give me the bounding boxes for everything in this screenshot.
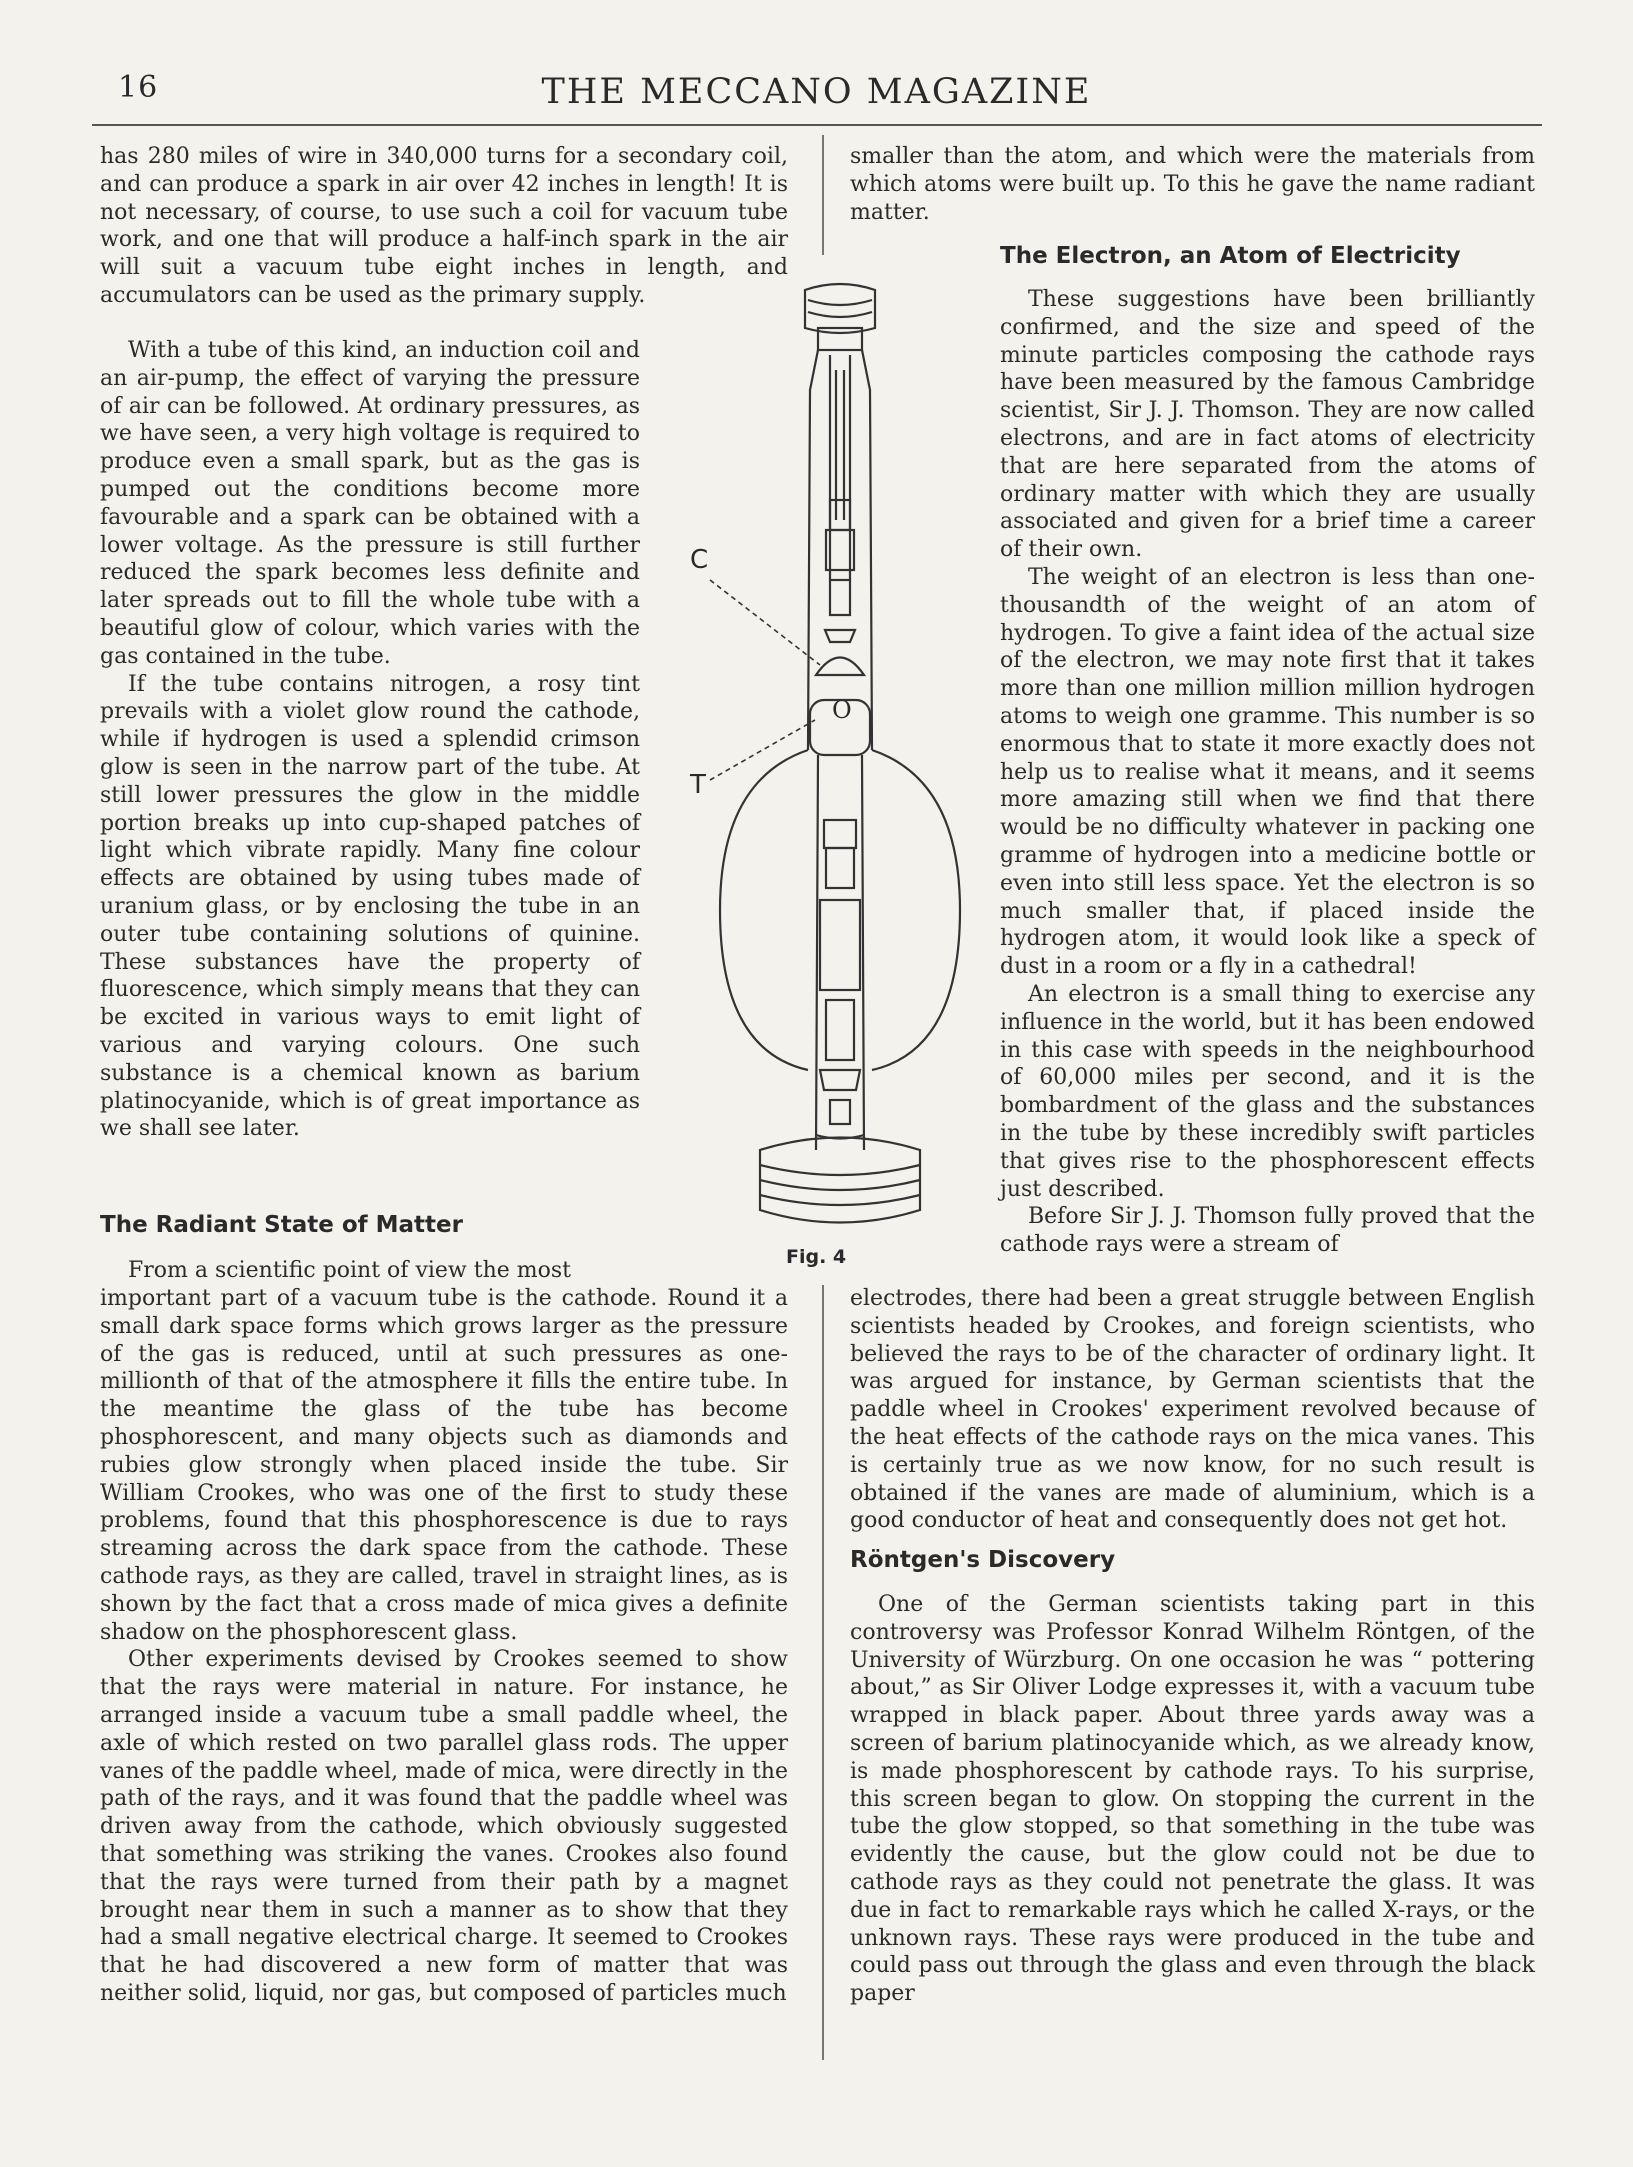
left-column-top bbox=[100, 143, 788, 310]
label-c: C bbox=[690, 545, 709, 575]
right-column-top bbox=[850, 143, 1535, 226]
tube-neck bbox=[808, 350, 872, 750]
right-paragraph-1: smaller than the atom, and which were the materials from which atoms were built up. To this he gave the name radiant matter. bbox=[850, 144, 1535, 225]
left-column-middle bbox=[100, 302, 640, 1143]
right-column-middle bbox=[1000, 286, 1535, 1259]
tube-top-cap bbox=[805, 284, 875, 333]
right-paragraph-4: An electron is a small thing to exercise any influence in the world, but it has been endowed in this case with speeds in the neighbourhood of 60,000 miles per second, and it is the bombardment of the glass and the substances in the tube by these incredibly swift particles that gives rise to the phosphorescent effects just described. bbox=[1000, 981, 1535, 1202]
label-t: T bbox=[690, 770, 706, 800]
tube-bulb bbox=[720, 750, 960, 1070]
figure-caption: Fig. 4 bbox=[786, 1246, 847, 1268]
right-paragraph-6: One of the German scientists taking part in this controversy was Professor Konrad Wilhelm Röntgen, of the University of Würzburg. On one occasion he was “ pottering about,” as Sir Oliver Lodge expresses it, with a vacuum tube wrapped in black paper. About three yards away was a screen of barium platinocyanide which, as we already know, is made phosphorescent by cathode rays. To his surprise, this screen began to glow. On stopping the current in the tube the glow stopped, so that something in the tube was evidently the cause, but the glow could not be due to cathode rays as they could not penetrate the glass. It was due in fact to remarkable rays which he called X-rays, or the unknown rays. These rays were produced in the tube and could pass out through the glass and even through the black paper bbox=[850, 1591, 1535, 2007]
right-column-bottom bbox=[850, 1285, 1535, 2008]
right-paragraph-5: electrodes, there had been a great struggle between English scientists headed by Crookes, and foreign scientists, who believed the rays to be of the character of ordinary light. It was argued for instance, by German scientists that the paddle wheel in Crookes' experiment revolved because of the heat effects of the cathode rays on the mica vanes. This is certainly true as we now know, for no such result is obtained if the vanes are made of aluminium, which is a good conductor of heat and consequently does not get hot. bbox=[850, 1286, 1535, 1534]
masthead: THE MECCANO MAGAZINE bbox=[541, 72, 1092, 112]
right-paragraph-5-start: Before Sir J. J. Thomson fully proved that the cathode rays were a stream of bbox=[1000, 1204, 1535, 1258]
column-divider-bottom bbox=[822, 1285, 824, 2060]
leader-c bbox=[710, 580, 820, 665]
left-paragraph-1: has 280 miles of wire in 340,000 turns for a secondary coil, and can produce a spark in air over 42 inches in length! It is not necessary, of course, to use such a coil for vacuum tube work, and one that will produce a half-inch spark in the air will suit a vacuum tube eight inches in length, and accumulators can be used as the primary supply. bbox=[100, 144, 788, 308]
tube-screw-base bbox=[760, 1138, 920, 1223]
left-column-bottom bbox=[100, 1285, 788, 2008]
left-paragraph-4: important part of a vacuum tube is the cathode. Round it a small dark space forms which grows larger as the pressure of the gas is reduced, until at such pressures as one-millionth of that of the atmosphere it fills the entire tube. In the meantime the glass of the tube has become phosphorescent, and many objects such as diamonds and rubies glow strongly when placed inside the tube. Sir William Crookes, who was one of the first to study these problems, found that this phosphorescence is due to rays streaming across the dark space from the cathode. These cathode rays, as they are called, travel in straight lines, as is shown by the fact that a cross made of mica gives a definite shadow on the phosphorescent glass. bbox=[100, 1286, 788, 1645]
left-heading-radiant: The Radiant State of Matter bbox=[100, 1212, 463, 1238]
page-number: 16 bbox=[118, 70, 159, 105]
left-paragraph-3: If the tube contains nitrogen, a rosy tint prevails with a violet glow round the cathode, while if hydrogen is used a splendid crimson glow is seen in the narrow part of the tube. At still lower pressures the glow in the middle portion breaks up into cup-shaped patches of light which vibrate rapidly. Many fine colour effects are obtained by using tubes made of uranium glass, or by enclosing the tube in an outer tube containing solutions of quinine. These substances have the property of fluorescence, which simply means that they can be excited in various ways to emit light of various and varying colours. One such substance is a chemical known as barium platinocyanide, which is of great importance as we shall see later. bbox=[100, 671, 640, 1142]
cathode-cup bbox=[816, 658, 864, 676]
left-paragraph-4-start bbox=[100, 1257, 640, 1285]
left-paragraph-4-first-line: From a scientific point of view the most bbox=[128, 1258, 572, 1283]
left-paragraph-5: Other experiments devised by Crookes seemed to show that the rays were material in nature. For instance, he arranged inside a vacuum tube a small paddle wheel, the axle of which rested on two parallel glass rods. The upper vanes of the paddle wheel, made of mica, were directly in the path of the rays, and it was found that the paddle wheel was driven away from the cathode, which obviously suggested that something was striking the vanes. Crookes also found that the rays were turned from their path by a magnet brought near them in such a manner as to show that they had a small negative electrical charge. It seemed to Crookes that he had discovered a new form of matter that was neither solid, liquid, nor gas, but composed of particles much bbox=[100, 1647, 788, 2006]
label-o: O bbox=[832, 696, 852, 724]
vacuum-tube-figure bbox=[690, 280, 990, 1230]
right-paragraph-2: These suggestions have been brilliantly confirmed, and the size and speed of the minute particles composing the cathode rays have been measured by the famous Cambridge scientist, Sir J. J. Thomson. They are now called electrons, and are in fact atoms of electricity that are here separated from the atoms of ordinary matter with which they are usually associated and given for a brief time a career of their own. bbox=[1000, 287, 1535, 563]
right-paragraph-3: The weight of an electron is less than one-thousandth of the weight of an atom of hydrogen. To give a faint idea of the actual size of the electron, we may note first that it takes more than one million million million hydrogen atoms to weigh one gramme. This number is so enormous that to state it more exactly does not help us to realise what it means, and it seems more amazing still when we find that there would be no difficulty whatever in packing one gramme of hydrogen into a medicine bottle or even into still less space. Yet the electron is so much smaller that, if placed inside the hydrogen atom, it would look like a speck of dust in a room or a fly in a cathedral! bbox=[1000, 564, 1535, 980]
leader-t bbox=[710, 720, 815, 780]
right-heading-electron: The Electron, an Atom of Electricity bbox=[1000, 243, 1461, 269]
header-rule bbox=[92, 124, 1542, 126]
column-divider-top bbox=[822, 135, 824, 255]
right-heading-rontgen: Röntgen's Discovery bbox=[850, 1547, 1116, 1574]
left-paragraph-2: With a tube of this kind, an induction coil and an air-pump, the effect of varying the pressure of air can be followed. At ordinary pressures, as we have seen, a very high voltage is required to produce even a small spark, but as the gas is pumped out the conditions become more favourable and a spark can be obtained with a lower voltage. As the pressure is still further reduced the spark becomes less definite and later spreads out to fill the whole tube with a beautiful glow of colour, which varies with the gas contained in the tube. bbox=[100, 338, 640, 669]
